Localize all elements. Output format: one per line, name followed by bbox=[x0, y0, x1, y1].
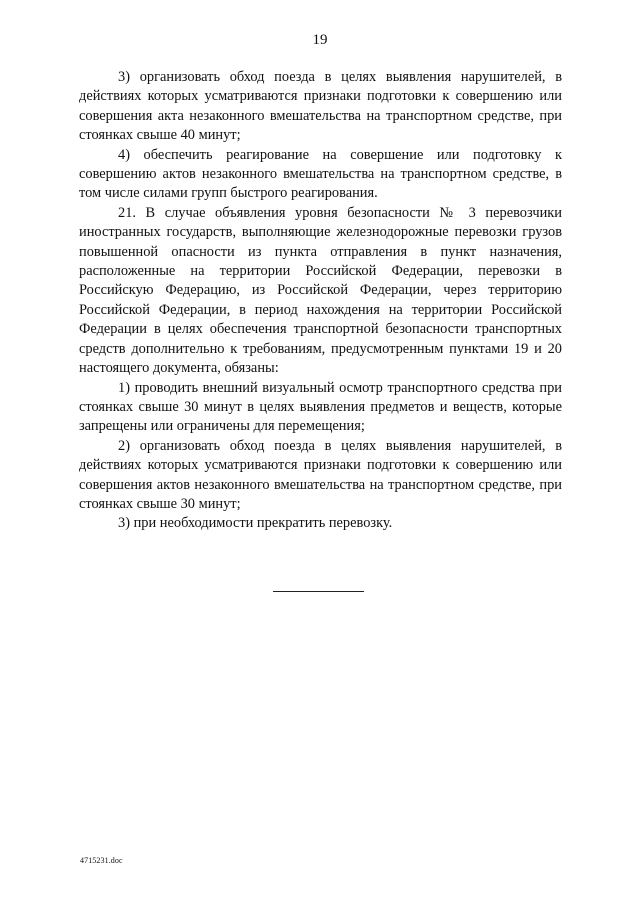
paragraph-item-3-patrol-40min: 3) организовать обход поезда в целях выявления нарушителей, в действиях которых усматриваются признаки подготовки к совершению или совершения акта незаконного вмешательства на транспортном средстве, при стоянках свыше 40 минут; bbox=[79, 69, 562, 144]
paragraph-item-3-stop-transport: 3) при необходимости прекратить перевозку. bbox=[118, 515, 393, 532]
paragraph-section-21: 21. В случае объявления уровня безопасности № 3 перевозчики иностранных государств, выполняющие железнодорожные перевозки грузов повышенной опасности из пункта отправления в пункт назначения, расположенные на территории Российской Федерации, перевозки в Российскую Федерацию, из Российской Федерации, через территорию Российской Федерации, в период нахождения на территории Российской Федерации в целях обеспечения транспортной безопасности транспортных средств дополнительно к требованиям, предусмотренным пунктами 19 и 20 настоящего документа, обязаны: bbox=[79, 204, 562, 377]
paragraph-item-2-patrol-30min: 2) организовать обход поезда в целях выявления нарушителей, в действиях которых усматриваются признаки подготовки к совершению или совершения актов незаконного вмешательства на транспортном средстве, при стоянках свыше 30 минут; bbox=[79, 437, 562, 512]
paragraph-item-1-inspection: 1) проводить внешний визуальный осмотр транспортного средства при стоянках свыше 30 минут в целях выявления предметов и веществ, которые запрещены или ограничены для перемещения; bbox=[79, 379, 562, 435]
document-body bbox=[79, 68, 562, 534]
file-reference: 4715231.doc bbox=[80, 856, 123, 865]
end-divider-line bbox=[273, 591, 364, 592]
page-number: 19 bbox=[312, 32, 328, 48]
paragraph-item-4-response: 4) обеспечить реагирование на совершение или подготовку к совершению актов незаконного вмешательства на транспортном средстве, в том числе силами групп быстрого реагирования. bbox=[79, 146, 562, 202]
